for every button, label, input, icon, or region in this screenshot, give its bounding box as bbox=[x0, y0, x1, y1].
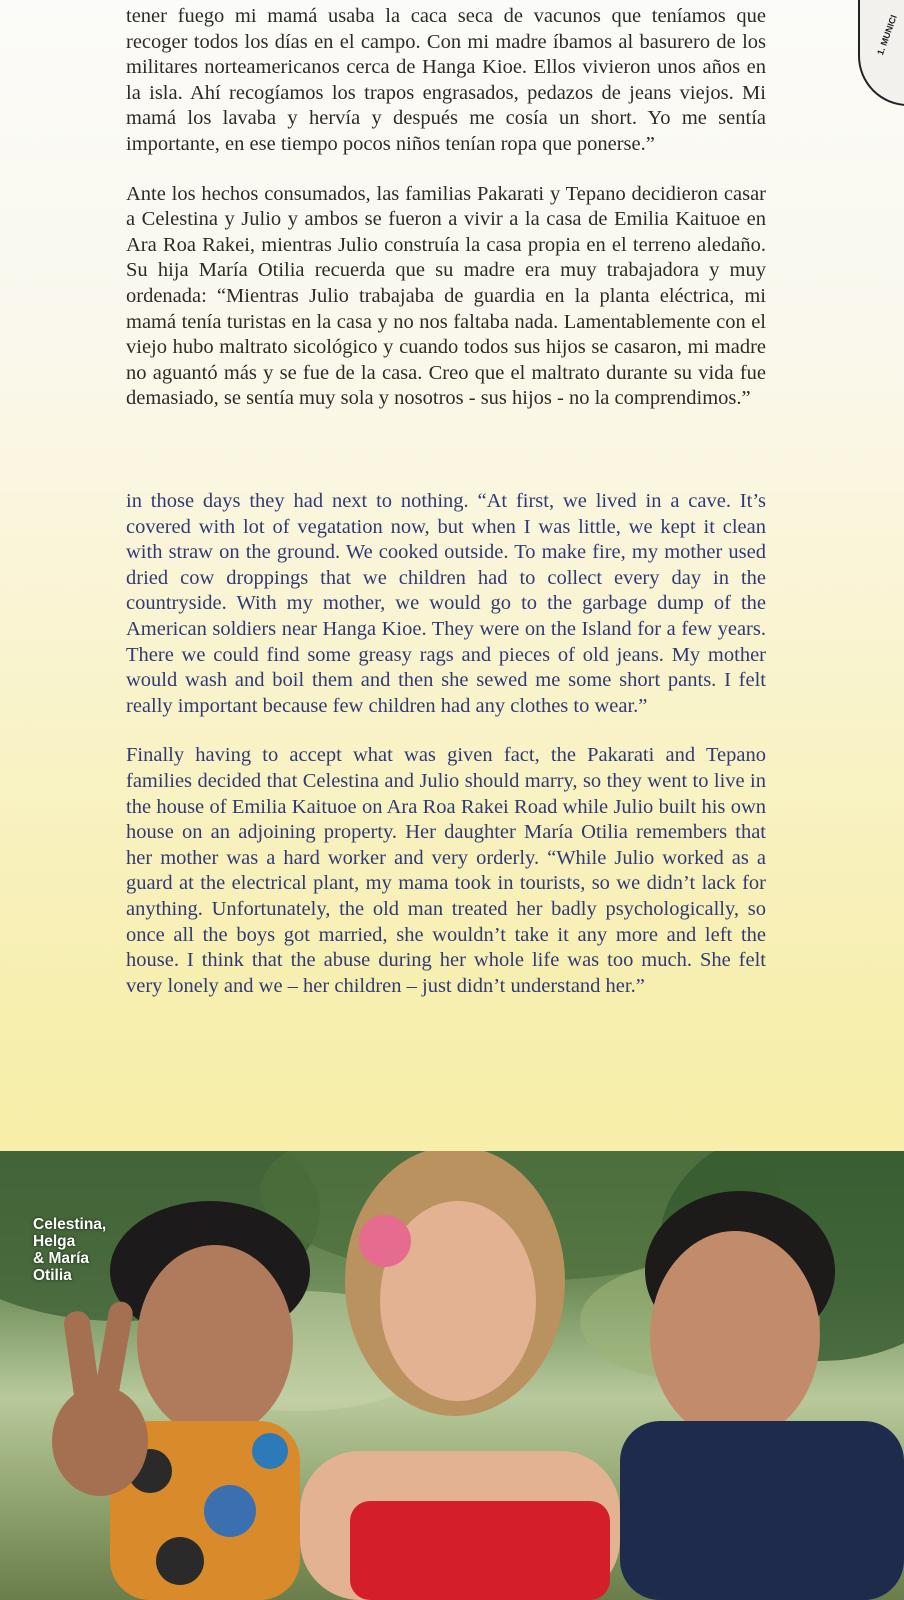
caption-line: Helga bbox=[33, 1233, 76, 1250]
spanish-paragraph-1: tener fuego mi mamá usaba la caca seca de vacunos que teníamos que recoger todos los días en el campo. Con mi madre íbamos al basurero de los militares norteamericanos cerca de Hanga Kioe. Ellos vivieron unos años en la isla. Ahí recogíamos los trapos engrasados, pedazos de jeans viejos. Mi mamá los lavaba y hervía y después me cosía un short. Yo me sentía importante, en ese tiempo pocos niños tenían ropa que ponerse.” bbox=[126, 5, 766, 155]
photo-caption bbox=[33, 1216, 143, 1284]
english-paragraph-1: in those days they had next to nothing. “At first, we lived in a cave. It’s covered with lot of vegatation now, but when I was little, we kept it clean with straw on the ground. We cooked outside. To make fire, my mother used dried cow droppings that we children had to collect every day in the countryside. With my mother, we would go to the garbage dump of the American soldiers near Hanga Kioe. They were on the Island for a few years. There we could find some greasy rags and pieces of old jeans. My mother would wash and boil them and then she sewed me some short pants. I felt really important because few children had any clothes to wear.” bbox=[126, 490, 766, 717]
spanish-text-column bbox=[126, 4, 766, 436]
caption-line: & María bbox=[33, 1250, 89, 1267]
municipal-seal-badge bbox=[858, 0, 904, 106]
english-text-column bbox=[126, 489, 766, 1023]
english-paragraph-2: Finally having to accept what was given fact, the Pakarati and Tepano families decided that Celestina and Julio should marry, so they went to live in the house of Emilia Kaituoe on Ara Roa Rakei Road while Julio built his own house on an adjoining property. Her daughter María Otilia remembers that her mother was a hard worker and very orderly. “While Julio worked as a guard at the electrical plant, my mama took in tourists, so we didn’t lack for anything. Unfortunately, the old man treated her badly psychologically, so once all the boys got married, she wouldn’t take it any more and left the house. I think that the abuse during her whole life was too much. She felt very lonely and we – her children – just didn’t understand her.” bbox=[126, 744, 766, 997]
badge-text: 1. MUNICI bbox=[875, 13, 899, 57]
caption-line: Otilia bbox=[33, 1267, 72, 1284]
spanish-paragraph-2: Ante los hechos consumados, las familias Pakarati y Tepano decidieron casar a Celestina y Julio y ambos se fueron a vivir a la casa de Emilia Kaituoe en Ara Roa Rakei, mientras Julio construía la casa propia en el terreno aledaño. Su hija María Otilia recuerda que su madre era muy trabajadora y muy ordenada: “Mientras Julio trabajaba de guardia en la planta eléctrica, mi mamá tenía turistas en la casa y no nos faltaba nada. Lamentablemente con el viejo hubo maltrato sicológico y cuando todos sus hijos se casaron, mi madre no aguantó más y se fue de la casa. Creo que el maltrato durante su vida fue demasiado, se sentía muy sola y nosotros - sus hijos - no la comprendimos.” bbox=[126, 182, 766, 410]
caption-line: Celestina, bbox=[33, 1216, 107, 1233]
